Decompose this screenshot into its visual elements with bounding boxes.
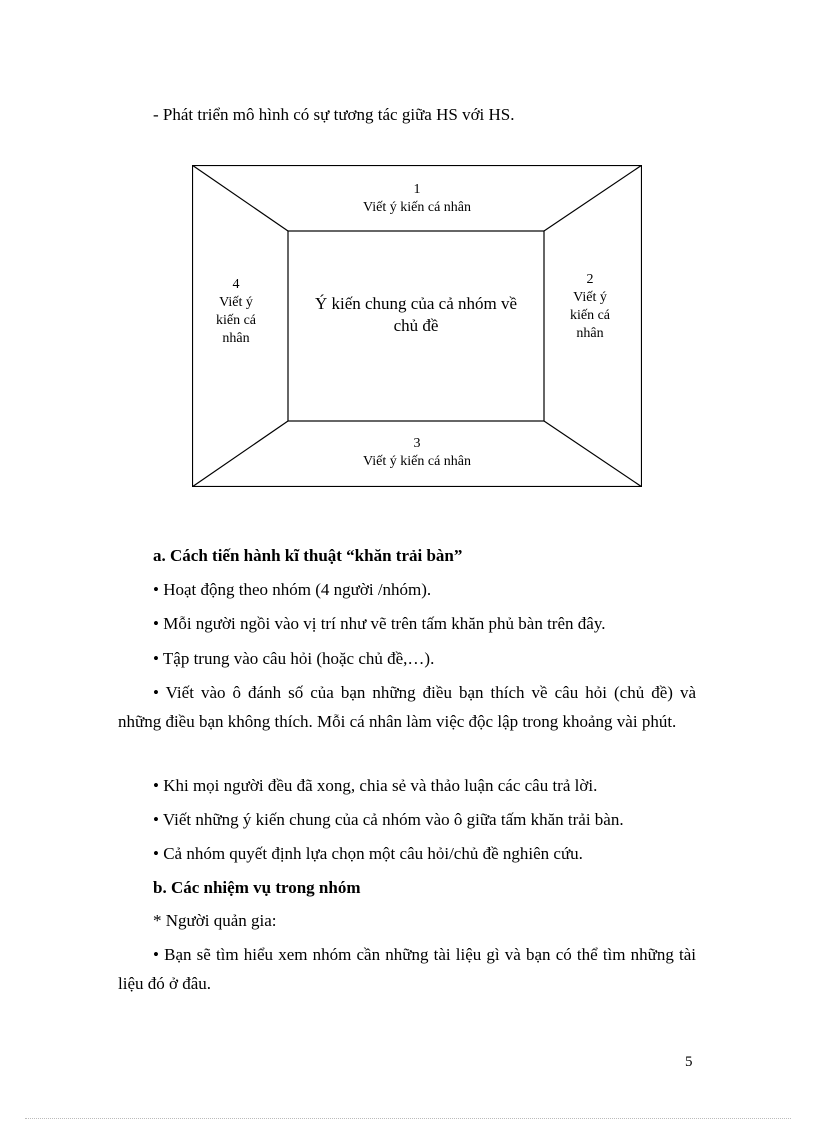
intro-line: - Phát triển mô hình có sự tương tác giữa HS với HS. (153, 105, 515, 124)
section-a-item-7: • Cả nhóm quyết định lựa chọn một câu hỏi/chủ đề nghiên cứu. (153, 844, 583, 863)
section-b-paragraph: • Bạn sẽ tìm hiểu xem nhóm cần những tài liệu gì và bạn có thể tìm những tài liệu đó ở đâu. (118, 945, 696, 993)
section-b-subheading: * Người quản gia: (153, 911, 277, 930)
center-text (292, 293, 540, 337)
section-1-number: 1 (413, 182, 421, 197)
section-1-text: Viết ý kiến cá nhân (362, 200, 471, 215)
section-a-heading: a. Cách tiến hành kĩ thuật “khăn trải bàn” (153, 546, 463, 565)
diagonal-bottom-left (192, 421, 288, 487)
section-a-item-2: • Mỗi người ngồi vào vị trí như vẽ trên tấm khăn phủ bàn trên đây. (153, 614, 606, 633)
section-2-line-2: kiến cá (569, 308, 611, 323)
section-3-number: 3 (413, 436, 421, 451)
section-4-number: 4 (232, 277, 240, 292)
section-4-line-1: Viết ý (219, 295, 253, 310)
diagonal-top-right (544, 165, 642, 231)
tablecloth-diagram (192, 165, 642, 487)
section-4-line-3: nhân (222, 331, 250, 346)
section-b-heading: b. Các nhiệm vụ trong nhóm (153, 878, 361, 897)
section-3 (312, 435, 522, 471)
diagonal-top-left (192, 165, 288, 231)
section-a-item-5: • Khi mọi người đều đã xong, chia sẻ và thảo luận các câu trả lời. (153, 776, 598, 795)
center-line-2: chủ đề (393, 316, 439, 335)
center-line-1: Ý kiến chung của cả nhóm về (314, 294, 518, 313)
section-2-line-1: Viết ý (573, 290, 607, 305)
section-2-number: 2 (586, 272, 594, 287)
section-1 (312, 181, 522, 217)
section-4-line-2: kiến cá (215, 313, 257, 328)
section-a-item-4: • Viết vào ô đánh số của bạn những điều bạn thích về câu hỏi (chủ đề) và những điều bạn không thích. Mỗi cá nhân làm việc độc lập trong khoảng vài phút. (118, 683, 696, 731)
section-4 (206, 276, 266, 348)
section-3-text: Viết ý kiến cá nhân (362, 454, 471, 469)
diagonal-bottom-right (544, 421, 642, 487)
section-2 (560, 271, 620, 343)
section-a-item-6: • Viết những ý kiến chung của cả nhóm vào ô giữa tấm khăn trải bàn. (153, 810, 624, 829)
page-number: 5 (685, 1054, 693, 1070)
section-a-item-1: • Hoạt động theo nhóm (4 người /nhóm). (153, 580, 432, 599)
section-2-line-3: nhân (576, 326, 604, 341)
section-a-item-3: • Tập trung vào câu hỏi (hoặc chủ đề,…). (153, 649, 435, 668)
footer-divider (25, 1118, 791, 1119)
